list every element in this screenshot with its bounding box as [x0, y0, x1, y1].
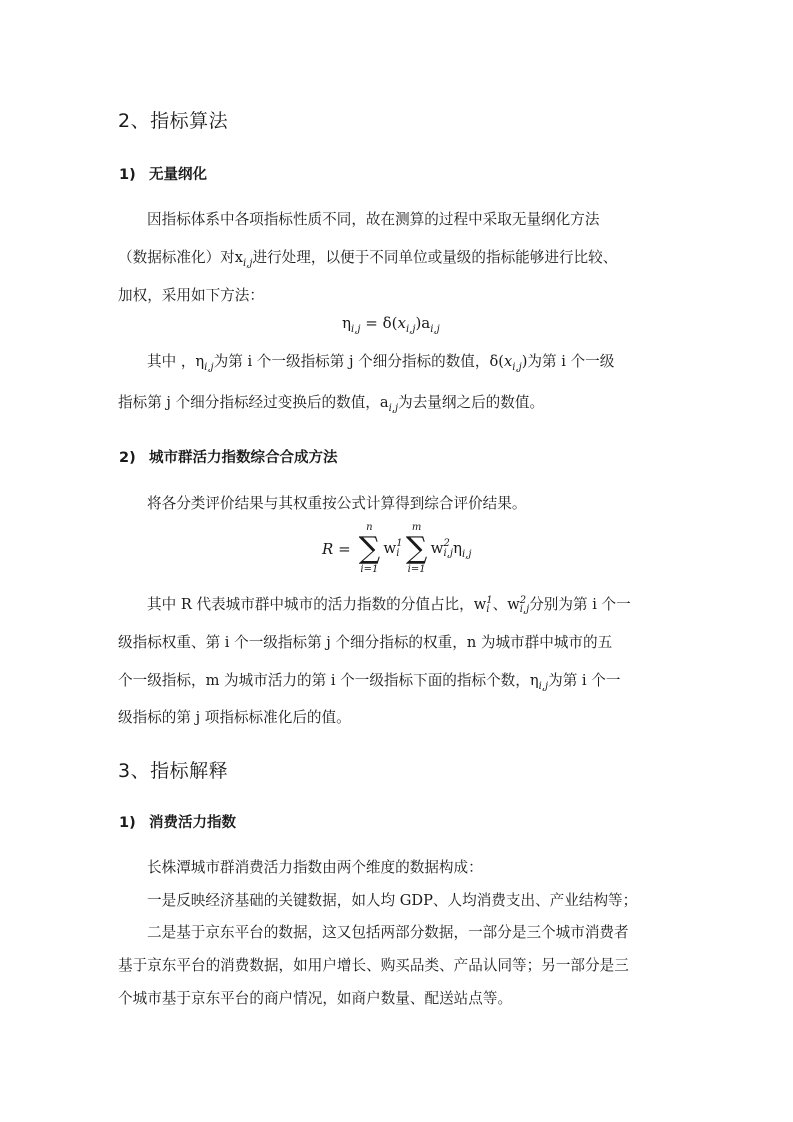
text-run: （数据标准化）对x [118, 249, 243, 266]
weight-2 [430, 538, 472, 560]
superscript: 2 [443, 538, 450, 549]
summation-n [355, 522, 383, 576]
paragraph-line: 加权，采用如下方法： [118, 287, 264, 304]
text-run: 为第 i 个一级指标第 j 个细分指标的数值，δ( [213, 353, 504, 370]
text-run: 其中 ，η [147, 353, 205, 370]
subsection-consumption-heading [119, 811, 236, 832]
formula-text: )a [415, 314, 431, 332]
text-run: )为第 i 个一级 [521, 353, 615, 370]
subscript: i,j [405, 324, 416, 335]
text-run: 个一级指标，m 为城市活力的第 i 个一级指标下面的指标个数，η [118, 672, 539, 689]
section-3-heading: 3、指标解释 [118, 760, 229, 782]
subscript: i [396, 548, 400, 559]
paragraph-line: 个城市基于京东平台的商户情况，如商户数量、配送站点等。 [118, 990, 513, 1007]
sup-sub-stack [443, 539, 452, 559]
sigma-symbol: ∑ [405, 531, 428, 566]
superscript: 1 [486, 595, 493, 606]
formula-eta: η [452, 539, 462, 557]
formula-w: w [383, 539, 397, 557]
subscript: i,j [351, 324, 361, 335]
paragraph-line: 级指标权重、第 i 个一级指标第 j 个细分指标的权重，n 为城市群中城市的五 [118, 634, 613, 651]
paragraph-line: 一是反映经济基础的关键数据，如人均 GDP、人均消费支出、产业结构等； [147, 892, 638, 909]
paragraph-line: 级指标的第 j 项指标标准化后的值。 [118, 709, 351, 726]
subscript: i,j [430, 324, 440, 335]
paragraph-line [147, 350, 703, 371]
paragraph-line [147, 593, 703, 614]
superscript: 1 [396, 538, 403, 549]
formula-x: x [503, 353, 513, 370]
subscript: i [486, 604, 490, 615]
text-run: 、w [492, 596, 520, 613]
subscript: i,j [512, 361, 522, 373]
text-run: 其中 R 代表城市群中城市的活力指数的分值占比，w [147, 596, 487, 613]
subsection-title: 消费活力指数 [149, 815, 236, 831]
formula-x: x [397, 314, 406, 332]
summation-m [403, 522, 431, 576]
subscript: i,j [242, 257, 253, 269]
sum-lower: i=1 [407, 564, 426, 575]
subscript: i,j [519, 604, 530, 615]
subsection-number: 1) [119, 815, 136, 831]
subsection-number: 2) [119, 450, 136, 466]
normalization-formula [342, 314, 440, 335]
formula-w: w [430, 539, 444, 557]
formula-eta: η [342, 314, 351, 332]
superscript: 2 [519, 595, 527, 606]
subscript: i,j [443, 548, 453, 559]
formula-R: R [322, 540, 334, 558]
formula-text: = δ( [360, 314, 398, 332]
sup-sub-stack [520, 596, 529, 614]
subsection-title: 无量纲化 [149, 167, 207, 183]
weight-1 [383, 539, 402, 557]
subsection-normalization-heading [119, 163, 207, 184]
paragraph-line: 长株潭城市群消费活力指数由两个维度的数据构成： [147, 859, 483, 876]
subsection-title: 城市群活力指数综合合成方法 [149, 450, 338, 466]
subsection-composite-heading [119, 446, 338, 467]
text-run: 分别为第 i 个一 [529, 596, 631, 613]
subscript: i,j [538, 680, 549, 692]
composite-formula [322, 522, 471, 576]
text-run: 为去量纲之后的数值。 [398, 394, 545, 411]
paragraph-line [118, 246, 674, 267]
subscript: i,j [204, 361, 214, 373]
sum-upper: n [366, 522, 373, 533]
sum-upper: m [411, 522, 422, 533]
section-2-heading: 2、指标算法 [118, 110, 229, 132]
paragraph-line: 因指标体系中各项指标性质不同，故在测算的过程中采取无量纲化方法 [147, 211, 600, 228]
paragraph-line: 二是基于京东平台的数据，这又包括两部分数据，一部分是三个城市消费者 [147, 924, 629, 941]
text-run: 为第 i 个一 [548, 672, 621, 689]
sum-lower: i=1 [360, 564, 379, 575]
text-run: 指标第 j 个细分指标经过变换后的数值，a [118, 394, 389, 411]
paragraph-line [118, 669, 674, 690]
subsection-number: 1) [119, 167, 136, 183]
subscript: i,j [388, 402, 399, 414]
paragraph-line: 基于京东平台的消费数据，如用户增长、购买品类、产品认同等；另一部分是三 [118, 957, 629, 974]
paragraph-line [118, 391, 674, 412]
subscript: i,j [461, 549, 472, 560]
formula-text: = [333, 540, 356, 558]
text-run: 进行处理，以便于不同单位或量级的指标能够进行比较、 [252, 249, 618, 266]
sigma-symbol: ∑ [358, 531, 381, 566]
paragraph-line: 将各分类评价结果与其权重按公式计算得到综合评价结果。 [147, 495, 527, 512]
